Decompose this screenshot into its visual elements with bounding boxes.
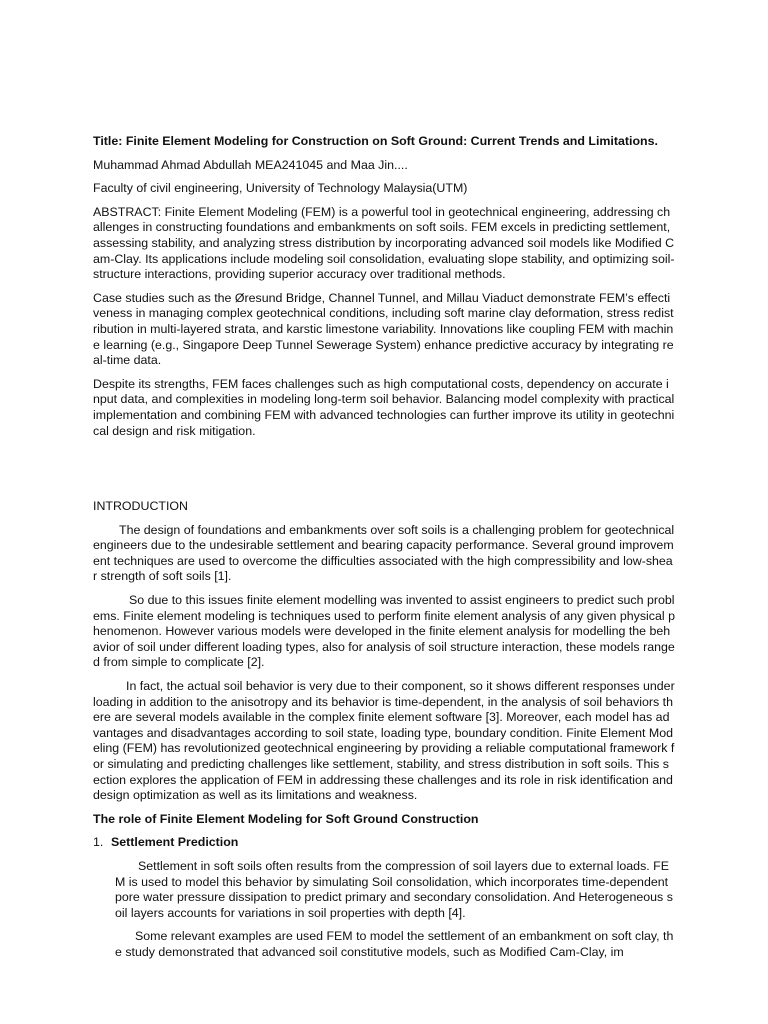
settlement-heading-row xyxy=(93,835,675,851)
introduction-paragraph-3: In fact, the actual soil behavior is very due to their component, so it shows different responses under loading in addition to the anisotropy and its behavior is time-dependent, in the analysis of soil behaviors there are several models available in the complex finite element software [3]. Moreover, each model has advantages and disadvantages according to soil state, loading type, boundary condition. Finite Element Modeling (FEM) has revolutionized geotechnical engineering by providing a reliable computational framework for simulating and predicting challenges like settlement, stability, and stress distribution in soft soils. This section explores the application of FEM in addressing these challenges and its role in risk identification and design optimization as well as its limitations and weakness. xyxy=(93,679,675,803)
abstract-paragraph-1: ABSTRACT: Finite Element Modeling (FEM) is a powerful tool in geotechnical engineering, addressing challenges in constructing foundations and embankments on soft soils. FEM excels in predicting settlement, assessing stability, and analyzing stress distribution by incorporating advanced soil models like Modified Cam-Clay. Its applications include modeling soil consolidation, evaluating slope stability, and optimizing soil-structure interactions, providing superior accuracy over traditional methods. xyxy=(93,204,675,282)
settlement-paragraph-1: Settlement in soft soils often results from the compression of soil layers due to external loads. FEM is used to model this behavior by simulating Soil consolidation, which incorporates time-dependent pore water pressure dissipation to predict primary and secondary consolidation. And Heterogeneous soil layers accounts for variations in soil properties with depth [4]. xyxy=(115,858,673,920)
affiliation-line: Faculty of civil engineering, University of Technology Malaysia(UTM) xyxy=(93,181,468,196)
author-line: Muhammad Ahmad Abdullah MEA241045 and Maa Jin.... xyxy=(93,157,408,172)
settlement-heading: Settlement Prediction xyxy=(111,835,239,850)
section-number: 1. xyxy=(93,835,104,850)
introduction-paragraph-2: So due to this issues finite element modelling was invented to assist engineers to predict such problems. Finite element modeling is techniques used to perform finite element analysis of any given physical phenomenon. However various models were developed in the finite element analysis for modelling the behavior of soil under different loading types, also for analysis of soil structure interaction, these models ranged from simple to complicate [2]. xyxy=(93,593,675,670)
abstract-paragraph-3: Despite its strengths, FEM faces challenges such as high computational costs, dependency on accurate input data, and complexities in modeling long-term soil behavior. Balancing model complexity with practical implementation and combining FEM with advanced technologies can further improve its utility in geotechnical design and risk mitigation. xyxy=(93,376,675,438)
role-heading: The role of Finite Element Modeling for Soft Ground Construction xyxy=(93,811,479,826)
introduction-heading: INTRODUCTION xyxy=(93,499,188,514)
introduction-paragraph-1: The design of foundations and embankments over soft soils is a challenging problem for geotechnical engineers due to the undesirable settlement and bearing capacity performance. Several ground improvement techniques are used to overcome the difficulties associated with the high compressibility and low-shear strength of soft soils [1]. xyxy=(93,522,675,584)
section-spacer xyxy=(93,447,675,499)
document-page xyxy=(93,134,675,969)
settlement-paragraph-2: Some relevant examples are used FEM to model the settlement of an embankment on soft clay, the study demonstrated that advanced soil constitutive models, such as Modified Cam-Clay, im xyxy=(115,929,674,959)
document-title: Title: Finite Element Modeling for Construction on Soft Ground: Current Trends and Limitations. xyxy=(93,134,658,148)
abstract-paragraph-2: Case studies such as the Øresund Bridge, Channel Tunnel, and Millau Viaduct demonstrate FEM’s effectiveness in managing complex geotechnical conditions, including soft marine clay deformation, stress redistribution in multi-layered strata, and karstic limestone variability. Innovations like coupling FEM with machine learning (e.g., Singapore Deep Tunnel Sewerage System) enhance predictive accuracy by integrating real-time data. xyxy=(93,290,674,368)
